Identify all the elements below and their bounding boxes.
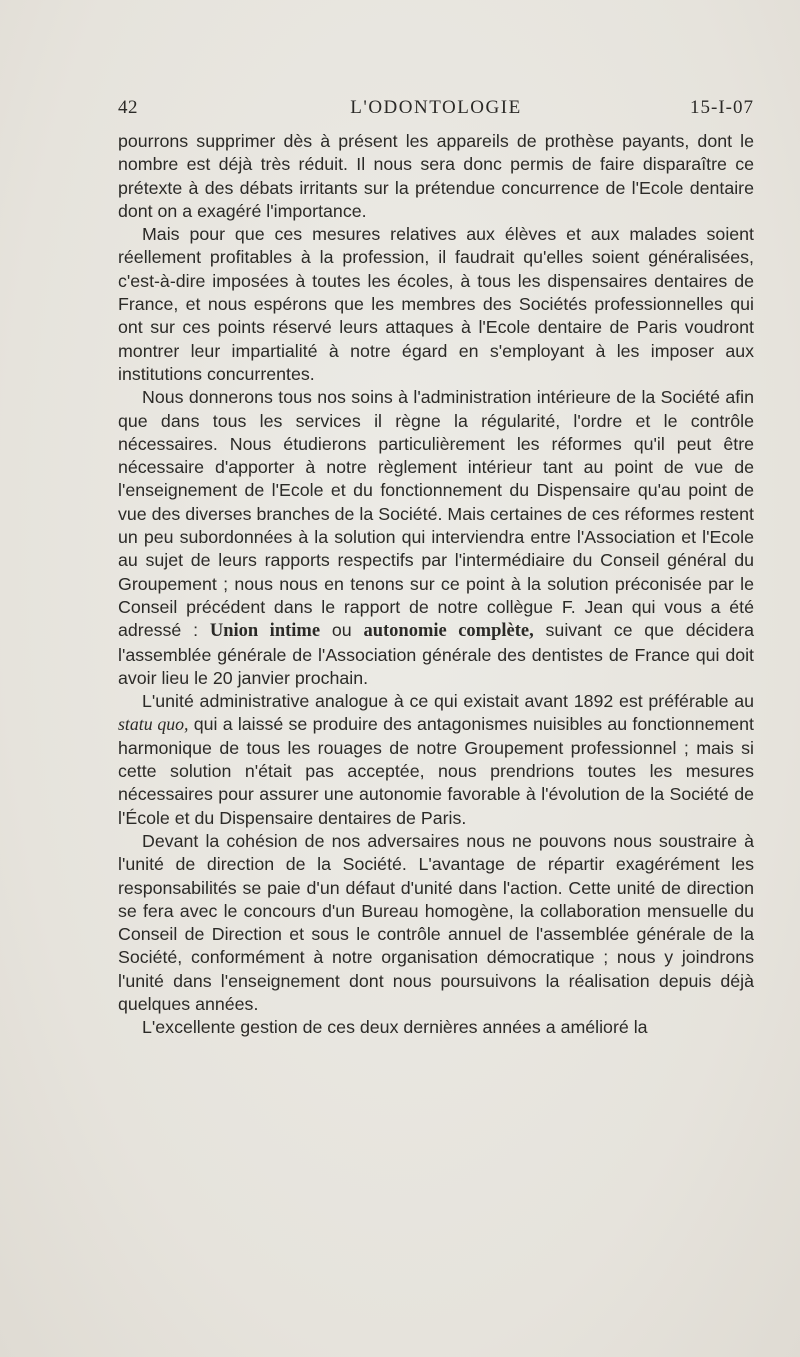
paragraph-4	[118, 690, 754, 830]
body-text	[118, 130, 754, 1040]
paragraph-3-text-b: ou	[320, 620, 364, 641]
paragraph-3-text-c: suivant ce que décidera l'assemblée générale de l'Association générale des dentistes de France qui doit avoir lieu le 20 janvier prochain.	[118, 620, 754, 688]
paragraph-3	[118, 386, 754, 690]
journal-title: L'ODONTOLOGIE	[350, 97, 522, 118]
bold-autonomie-complete: autonomie complète,	[363, 621, 534, 642]
running-header	[118, 97, 754, 127]
paragraph-4-text-a: L'unité administrative analogue à ce qui existait avant 1892 est préférable au	[142, 691, 754, 712]
paragraph-1: pourrons supprimer dès à présent les appareils de prothèse payants, dont le nombre est déjà très réduit. Il nous sera donc permis de faire disparaître ce prétexte à des débats irritants sur la prétendue concurrence de l'Ecole dentaire dont on a exagéré l'importance.	[118, 131, 754, 221]
italic-statu-quo: statu quo,	[118, 714, 189, 735]
paragraph-4-text-b: qui a laissé se produire des antagonismes nuisibles au fonctionnement harmonique de tous les rouages de notre Groupement professionnel ; mais si cette solution n'était pas acceptée, nous prendrions toutes les mesures nécessaires pour assurer une autonomie favorable à l'évolution de la Société de l'École et du Dispensaire dentaires de Paris.	[118, 714, 754, 828]
paragraph-3-text-a: Nous donnerons tous nos soins à l'administration intérieure de la Société afin que dans tous les services il règne la régularité, l'ordre et le contrôle nécessaires. Nous étudierons particulièrement les réformes qu'il peut être nécessaire d'apporter à notre règlement intérieur tant au point de vue de l'enseignement de l'Ecole et du fonctionnement du Dispensaire qu'au point de vue des diverses branches de la Société. Mais certaines de ces réformes restent un peu subordonnées à la solution qui interviendra entre l'Association et l'Ecole au sujet de leurs rapports respectifs par l'intermédiaire du Conseil général du Groupement ; nous nous en tenons sur ce point à la solution préconisée par le Conseil précédent dans le rapport de notre collègue F. Jean qui vous a été adressé :	[118, 387, 754, 641]
issue-date: 15-I-07	[690, 97, 754, 118]
bold-union-intime: Union intime	[209, 621, 321, 642]
page-number: 42	[118, 97, 138, 118]
paragraph-6: L'excellente gestion de ces deux dernières années a amélioré la	[142, 1017, 648, 1038]
paragraph-2: Mais pour que ces mesures relatives aux élèves et aux malades soient réellement profitables à la profession, il faudrait qu'elles soient généralisées, c'est-à-dire imposées à toutes les écoles, à tous les dispensaires dentaires de France, et nous espérons que les membres des Sociétés professionnelles qui ont sur ces points réservé leurs attaques à l'Ecole dentaire de Paris voudront montrer leur impartialité à notre égard en s'employant à les imposer aux institutions concurrentes.	[118, 224, 754, 384]
paragraph-5: Devant la cohésion de nos adversaires nous ne pouvons nous soustraire à l'unité de direction de la Société. L'avantage de répartir exagérément les responsabilités se paie d'un défaut d'unité dans l'action. Cette unité de direction se fera avec le concours d'un Bureau homogène, la collaboration mensuelle du Conseil de Direction et sous le contrôle annuel de l'assemblée générale de la Société, conformément à notre organisation démocratique ; nous y joindrons l'unité dans l'enseignement dont nous poursuivons la réalisation depuis déjà quelques années.	[118, 830, 754, 1014]
